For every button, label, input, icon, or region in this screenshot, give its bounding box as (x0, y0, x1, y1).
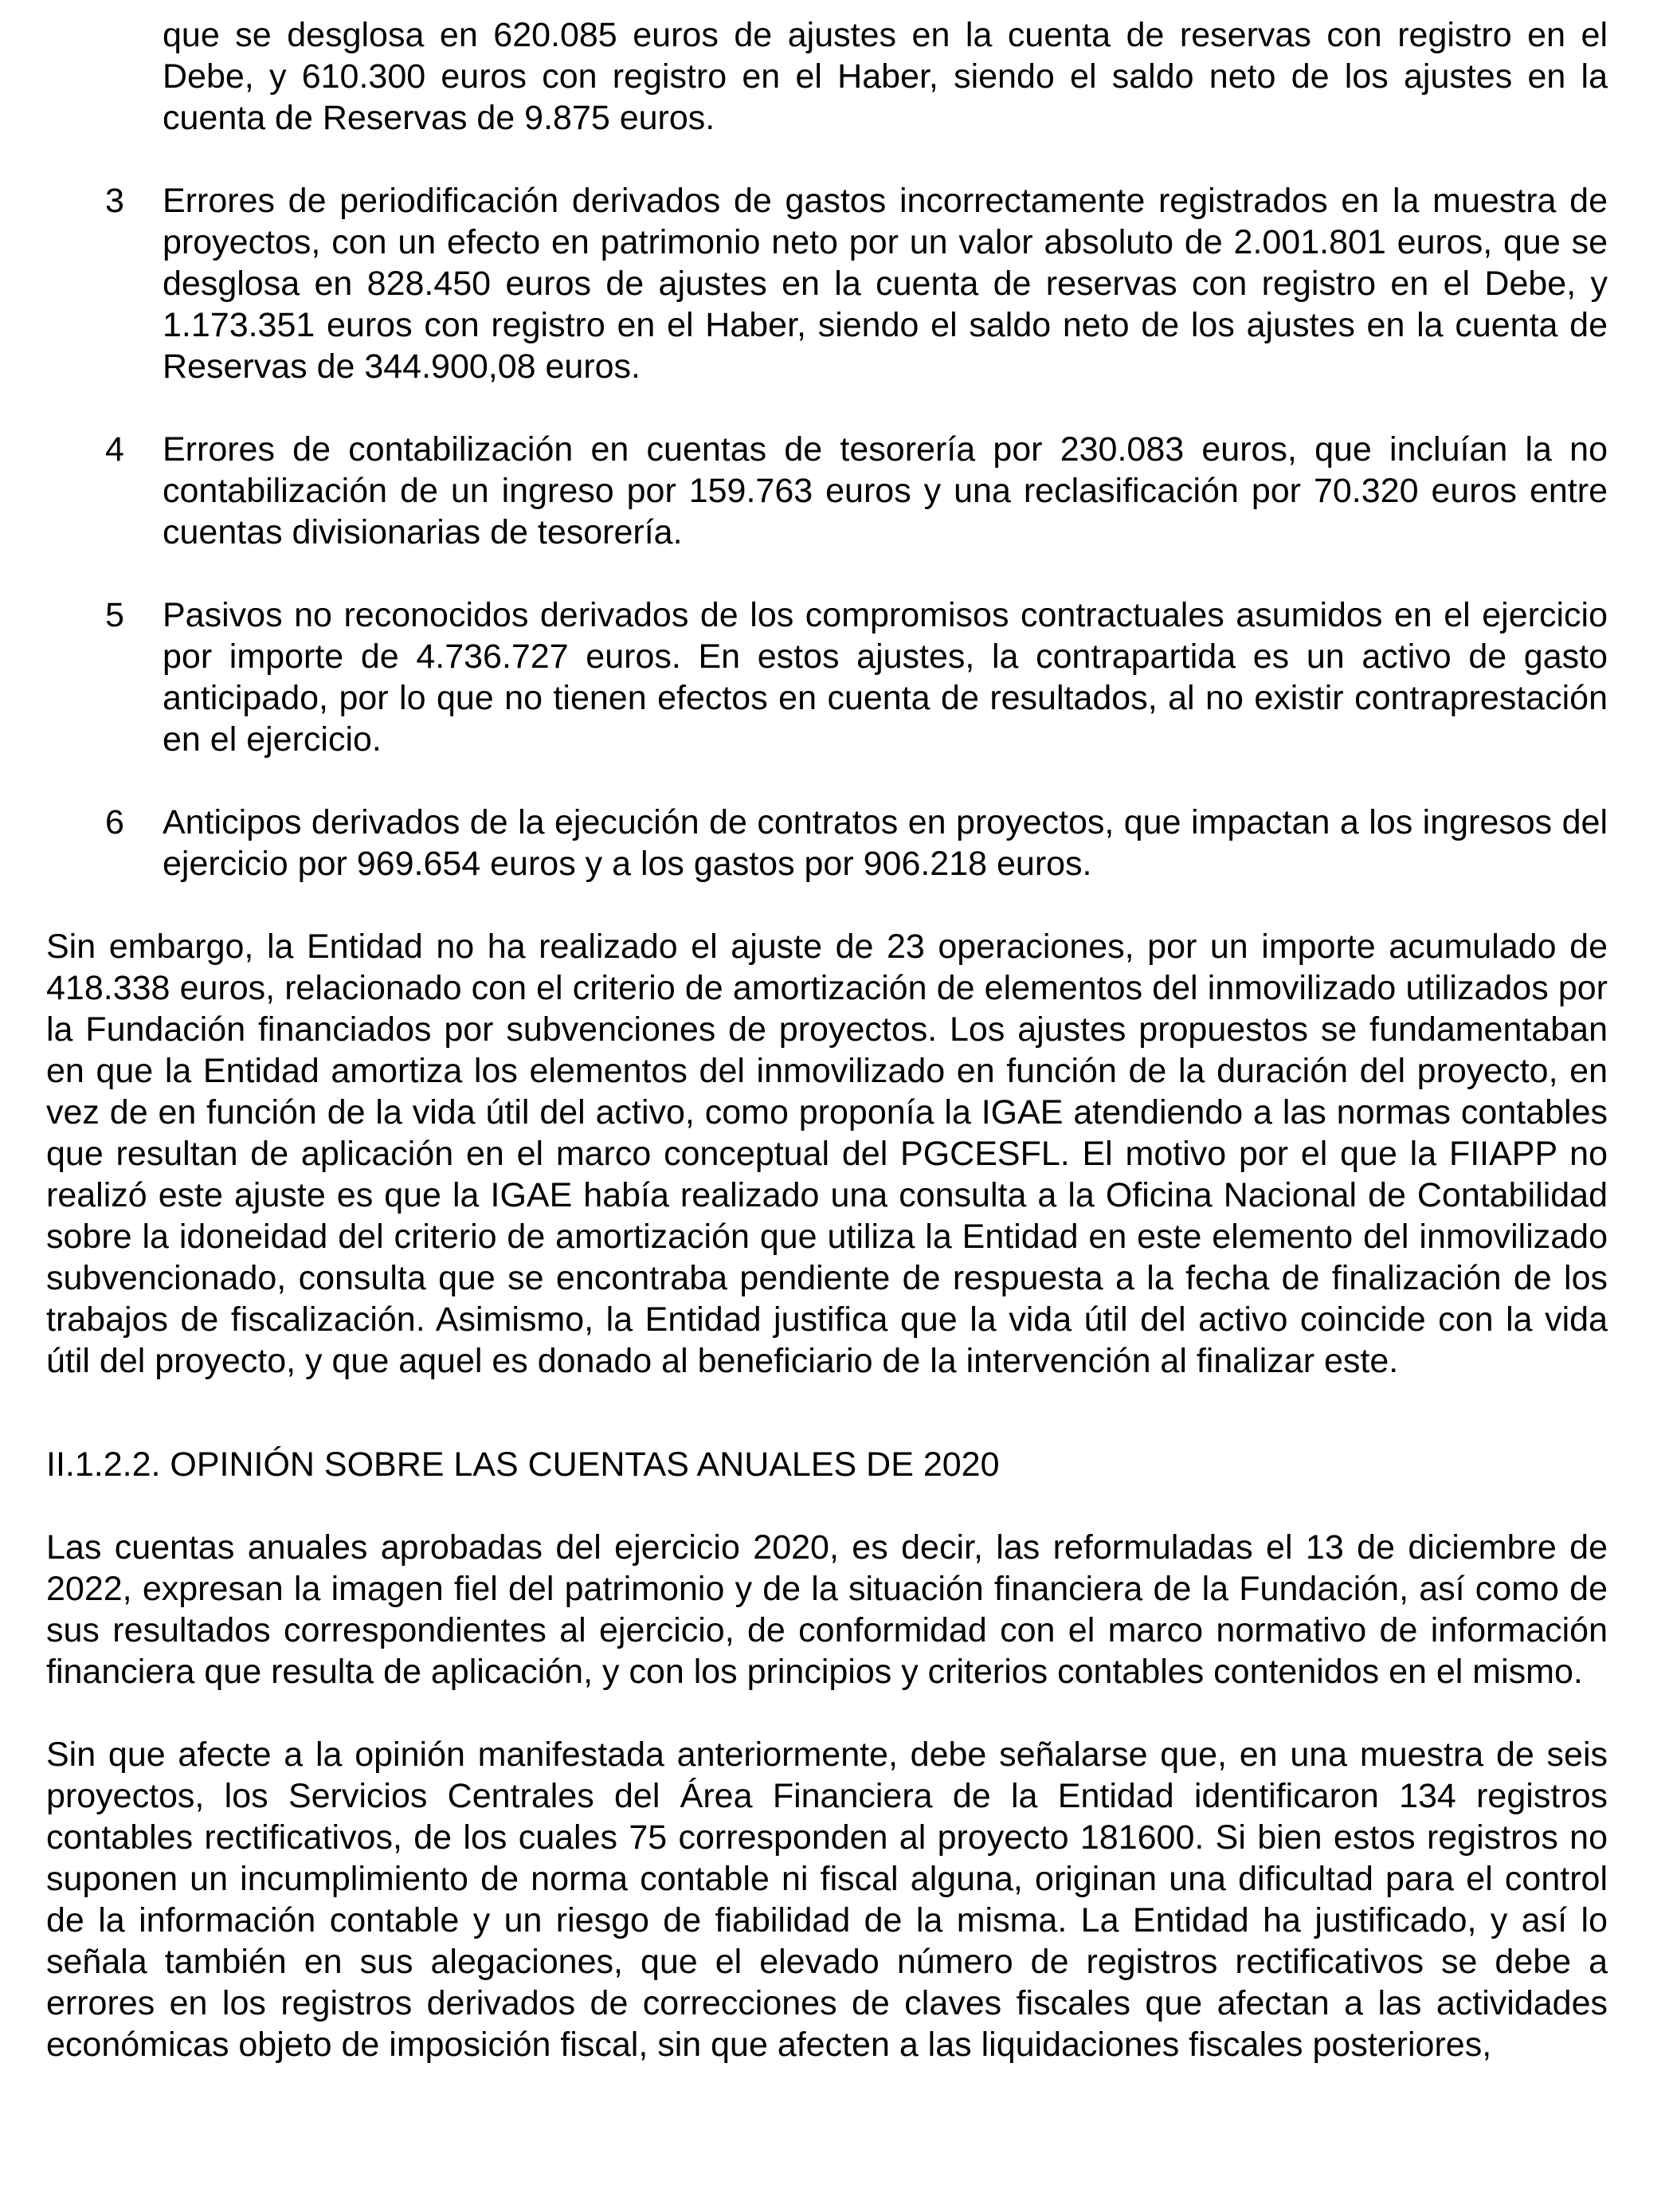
list-item-number: 6 (105, 803, 124, 841)
list-item-number: 4 (105, 430, 124, 469)
list-item-text: Anticipos derivados de la ejecución de contratos en proyectos, que impactan a los ingresos del ejercicio por 969.654 euros y a los gastos por 906.218 euros. (163, 803, 1608, 883)
list-item-number: 3 (105, 182, 124, 220)
paragraph-opinion: Las cuentas anuales aprobadas del ejercicio 2020, es decir, las reformuladas el 13 de diciembre de 2022, expresan la imagen fiel del patrimonio y de la situación financiera de la Fundación, así como de sus resultados correspondientes al ejercicio, de conformidad con el marco normativo de información financiera que resulta de aplicación, y con los principios y criterios contables contenidos en el mismo. (46, 1528, 1608, 1691)
list-item (46, 594, 1608, 760)
paragraph-rectifying-records: Sin que afecte a la opinión manifestada anteriormente, debe señalarse que, en una muestra de seis proyectos, los Servicios Centrales del Área Financiera de la Entidad identificaron 134 registros contables rectificativos, de los cuales 75 corresponden al proyecto 181600. Si bien estos registros no suponen un incumplimiento de norma contable ni fiscal alguna, originan una dificultad para el control de la información contable y un riesgo de fiabilidad de la misma. La Entidad ha justificado, y así lo señala también en sus alegaciones, que el elevado número de registros rectificativos se debe a errores en los registros derivados de correcciones de claves fiscales que afectan a las actividades económicas objeto de imposición fiscal, sin que afecten a las liquidaciones fiscales posteriores, (46, 1735, 1608, 2064)
section-heading: II.1.2.2. OPINIÓN SOBRE LAS CUENTAS ANUALES DE 2020 (46, 1445, 1000, 1484)
intro-continuation: que se desglosa en 620.085 euros de ajustes en la cuenta de reservas con registro en el Debe, y 610.300 euros con registro en el Haber, siendo el saldo neto de los ajustes en la cuenta de Reservas de 9.875 euros. (163, 16, 1608, 137)
list-item-text: Errores de periodificación derivados de gastos incorrectamente registrados en la muestra de proyectos, con un efecto en patrimonio neto por un valor absoluto de 2.001.801 euros, que se desglosa en 828.450 euros de ajustes en la cuenta de reservas con registro en el Debe, y 1.173.351 euros con registro en el Haber, siendo el saldo neto de los ajustes en la cuenta de Reservas de 344.900,08 euros. (163, 182, 1608, 386)
list-item (46, 802, 1608, 884)
list-item (46, 180, 1608, 387)
list-item-text: Errores de contabilización en cuentas de tesorería por 230.083 euros, que incluían la no contabilización de un ingreso por 159.763 euros y una reclasificación por 70.320 euros entre cuentas divisionarias de tesorería. (163, 430, 1608, 551)
list-item-number: 5 (105, 596, 124, 634)
document-page (46, 14, 1608, 2065)
paragraph-adjustments: Sin embargo, la Entidad no ha realizado el ajuste de 23 operaciones, por un importe acumulado de 418.338 euros, relacionado con el criterio de amortización de elementos del inmovilizado utilizados por la Fundación financiados por subvenciones de proyectos. Los ajustes propuestos se fundamentaban en que la Entidad amortiza los elementos del inmovilizado en función de la duración del proyecto, en vez de en función de la vida útil del activo, como proponía la IGAE atendiendo a las normas contables que resultan de aplicación en el marco conceptual del PGCESFL. El motivo por el que la FIIAPP no realizó este ajuste es que la IGAE había realizado una consulta a la Oficina Nacional de Contabilidad sobre la idoneidad del criterio de amortización que utiliza la Entidad en este elemento del inmovilizado subvencionado, consulta que se encontraba pendiente de respuesta a la fecha de finalización de los trabajos de fiscalización. Asimismo, la Entidad justifica que la vida útil del activo coincide con la vida útil del proyecto, y que aquel es donado al beneficiario de la intervención al finalizar este. (46, 928, 1608, 1380)
list-item-text: Pasivos no reconocidos derivados de los compromisos contractuales asumidos en el ejercicio por importe de 4.736.727 euros. En estos ajustes, la contrapartida es un activo de gasto anticipado, por lo que no tienen efectos en cuenta de resultados, al no existir contraprestación en el ejercicio. (163, 596, 1608, 759)
list-item (46, 429, 1608, 553)
